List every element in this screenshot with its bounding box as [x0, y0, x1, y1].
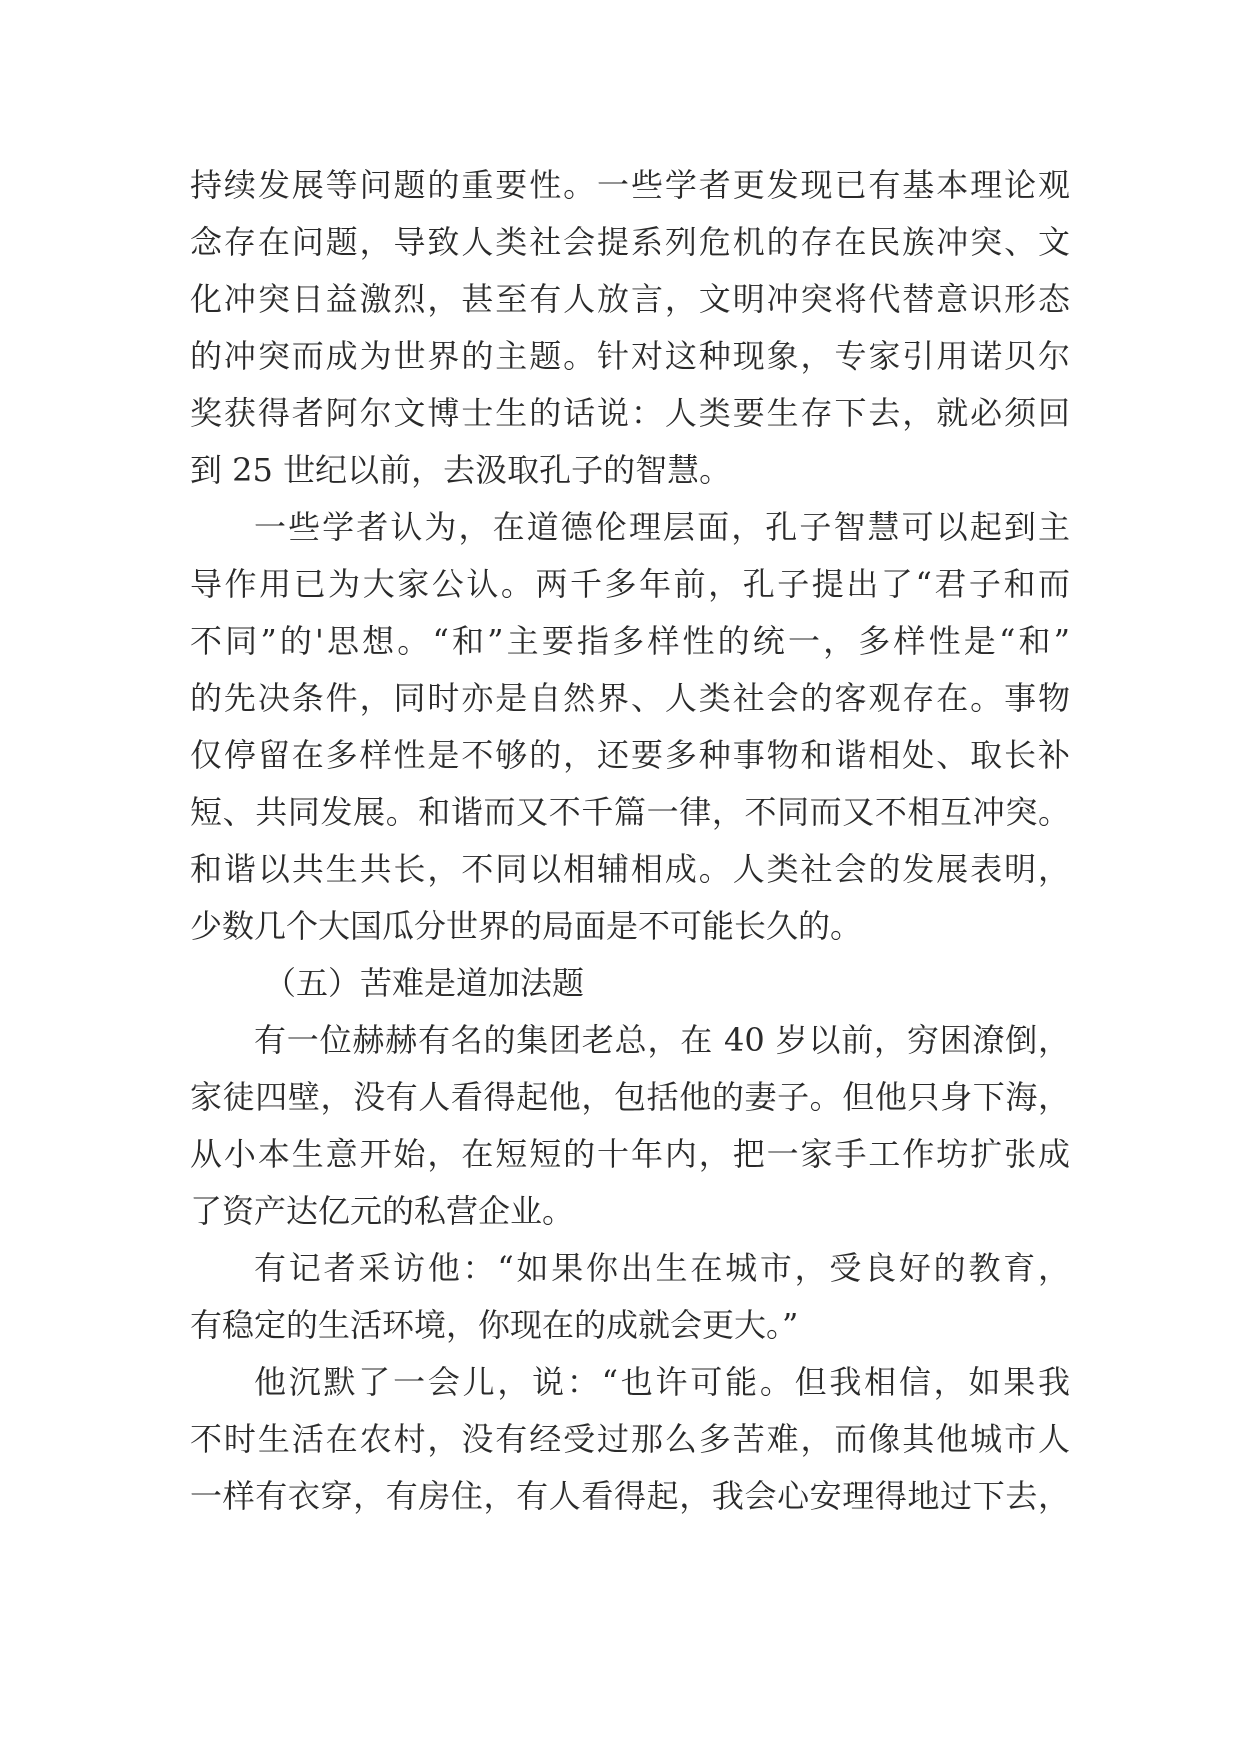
- text-line: 有稳定的生活环境，你现在的成就会更大。”: [190, 1306, 799, 1344]
- text-line: 家徒四壁，没有人看得起他，包括他的妻子。但他只身下海，: [190, 1078, 1070, 1116]
- text-line: 短、共同发展。和谐而又不千篇一律，不同而又不相互冲突。: [190, 793, 1070, 831]
- text-line: 少数几个大国瓜分世界的局面是不可能长久的。: [190, 907, 863, 945]
- paragraph-first-line: 有一位赫赫有名的集团老总，在 40 岁以前，穷困潦倒，: [254, 1021, 1070, 1059]
- section-heading: （五）苦难是道加法题: [264, 964, 585, 1002]
- text-line: 持续发展等问题的重要性。一些学者更发现已有基本理论观: [190, 166, 1070, 204]
- text-line: 一样有衣穿，有房住，有人看得起，我会心安理得地过下去，: [190, 1477, 1070, 1515]
- text-line: 了资产达亿元的私营企业。: [190, 1192, 575, 1230]
- text-line: 的先决条件，同时亦是自然界、人类社会的客观存在。事物: [190, 679, 1070, 717]
- text-line: 导作用已为大家公认。两千多年前，孔子提出了“君子和而: [190, 565, 1070, 603]
- text-line: 不时生活在农村，没有经受过那么多苦难，而像其他城市人: [190, 1420, 1070, 1458]
- text-line: 的冲突而成为世界的主题。针对这种现象，专家引用诺贝尔: [190, 337, 1070, 375]
- text-line: 从小本生意开始，在短短的十年内，把一家手工作坊扩张成: [190, 1135, 1070, 1173]
- text-line: 念存在问题，导致人类社会提系列危机的存在民族冲突、文: [190, 223, 1070, 261]
- text-line: 不同”的'思想。“和”主要指多样性的统一，多样性是“和”: [190, 622, 1070, 660]
- paragraph-first-line: 有记者采访他：“如果你出生在城市，受良好的教育，: [254, 1249, 1070, 1287]
- text-line: 和谐以共生共长，不同以相辅相成。人类社会的发展表明，: [190, 850, 1070, 888]
- text-line: 仅停留在多样性是不够的，还要多种事物和谐相处、取长补: [190, 736, 1070, 774]
- text-line: 到 25 世纪以前，去汲取孔子的智慧。: [190, 451, 732, 489]
- text-line: 奖获得者阿尔文博士生的话说：人类要生存下去，就必须回: [190, 394, 1070, 432]
- paragraph-first-line: 一些学者认为，在道德伦理层面，孔子智慧可以起到主: [254, 508, 1070, 546]
- text-line: 化冲突日益激烈，甚至有人放言，文明冲突将代替意识形态: [190, 280, 1070, 318]
- paragraph-first-line: 他沉默了一会儿，说：“也许可能。但我相信，如果我: [254, 1363, 1070, 1401]
